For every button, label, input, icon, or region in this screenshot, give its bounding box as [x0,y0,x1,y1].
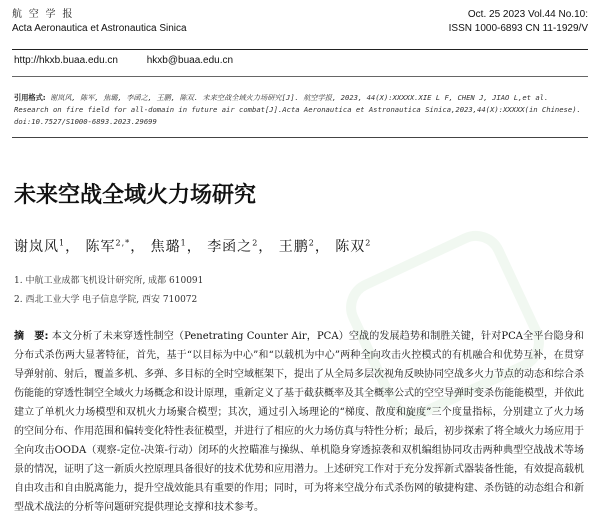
author-affil-mark: 2 [252,238,259,248]
date-volume: Oct. 25 2023 Vol.44 No.10: [467,9,588,20]
author-affil-mark: 2 [308,238,315,248]
author-name: 李函之 [207,239,253,255]
author-affil-mark: 2,* [115,238,131,248]
citation-block [14,92,582,128]
author-affil-mark: 1 [59,238,66,248]
author-name: 焦璐 [150,239,181,255]
abstract-label: 摘 要: [14,331,49,342]
affiliation-item: 2. 西北工业大学 电子信息学院, 西安 710072 [14,295,198,305]
journal-name-block [12,8,187,36]
website-link[interactable]: http://hkxb.buaa.edu.cn [14,55,118,66]
author-name: 王鹏 [278,239,309,255]
journal-header [12,8,588,48]
header-divider [12,49,588,50]
email-link[interactable]: hkxb@buaa.edu.cn [146,55,234,66]
abstract-text: 本文分析了未来穿透性制空（Penetrating Counter Air，PCA）空战的发展趋势和制胜关键，针对PCA全平台隐身和分布式杀伤两大显著特征，首先，基于“以目标为中心”和“以载机为中心”两种全向攻击火控模式的有机融合和优势互补，在贯穿导弹射前、射后，覆盖多机、多弹、多目标的全时空域框架下，提出了从全局多层次视角反映协同空战多火力节点的动态和综合杀伤能能的穿透性制空全域火力场概念和设计原理，重新定义了基于截获概率及其全概率公式的空空导弹时变杀伤能能模型，并依此建立了单机火力场模型和双机火力场聚合模型；其次，通过引入场理论的“梯度、散度和旋度”三个度量指标，分别建立了火力场的空间分布、作用范围和偏转变化特性表征模型，并进行了相应的火力场仿真与特性分析；最后，初步探索了将全域火力场应用于全向攻击OODA（观察-定位-决策-行动）闭环的火控瞄准与操纵、单机隐身穿透掠袭和双机编组协同攻击两种典型空战战术等场景的情况，证明了这一新质火控原理具备很好的技术优势和应用潜力。上述研究工作对于充分发挥新式器装备性能，有效提高载机自由攻击和自由脱离能力，提升空战效能具有重要的作用；同时，可为将来空战分布式杀伤网的敏捷构建、杀伤链的动态组合和新型战术战法的分析等问题研究提供理论支撑和技术参考。 [14,331,585,513]
abstract-block [14,327,584,517]
citation-text: 谢岚风, 陈军, 焦璐, 李函之, 王鹏, 陈双. 未来空战全域火力场研究[J]. 航空学报, 2023, 44(X):XXXXX.XIE L F, CHEN J, JIAO L,et al. Research on fire field for all-domain in future air combat[J].Acta Aeronautica et Astronautica Sinica,2023,44(X):XXXXX(in Chinese). doi:10.7527/S1000-6893.2023.29699 [14,93,581,126]
journal-name-en: Acta Aeronautica et Astronautica Sinica [12,23,187,34]
issn: ISSN 1000-6893 CN 11-1929/V [448,23,588,34]
author-affil-mark: 2 [365,238,372,248]
author-name: 谢岚风 [14,239,59,255]
issue-info-block [449,8,588,36]
journal-name-cn: 航 空 学 报 [12,9,75,20]
paper-title: 未来空战全域火力场研究 [14,183,257,208]
affiliation-item: 1. 中航工业成都飞机设计研究所, 成都 610091 [14,276,204,286]
author-name: 陈双 [335,239,366,255]
author-affil-mark: 1 [180,238,187,248]
author-name: 陈军 [85,239,116,255]
journal-links [14,55,259,66]
citation-label: 引用格式: [14,93,46,102]
citation-divider [12,137,588,138]
links-divider [12,76,588,77]
author-list: 谢岚风$^1$， 陈军$^{2,*}$， 焦璐$^1$， 李函之$^2$， 王鹏$^2$， 陈双$^2$ [14,238,372,255]
